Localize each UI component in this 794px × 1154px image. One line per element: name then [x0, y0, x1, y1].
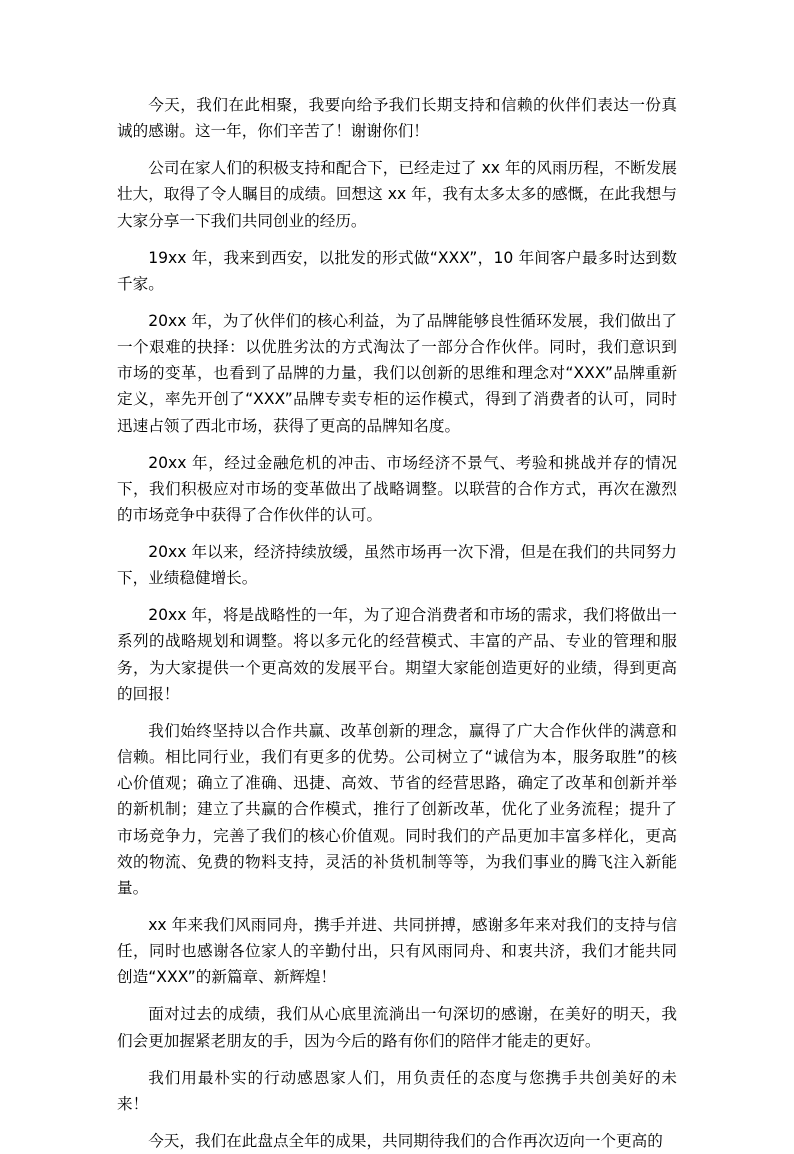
paragraph-future: 我们用最朴实的行动感恩家人们，用负责任的态度与您携手共创美好的未来！: [117, 1068, 677, 1113]
paragraph-20xx-growth: 20xx 年以来，经济持续放缓，虽然市场再一次下滑，但是在我们的共同努力下，业绩稳健增长。: [117, 543, 677, 588]
paragraph-19xx: 19xx 年，我来到西安，以批发的形式做“XXX”，10 年间客户最多时达到数千家。: [117, 248, 677, 293]
paragraph-20xx-brand: 20xx 年，为了伙伴们的核心利益，为了品牌能够良性循环发展，我们做出了一个艰难的抉择：以优胜劣汰的方式淘汰了一部分合作伙伴。同时，我们意识到市场的变革，也看到了品牌的力量，我们以创新的思维和理念对“XXX”品牌重新定义，率先开创了“XXX”品牌专卖专柜的运作模式，得到了消费者的认可，同时迅速占领了西北市场，获得了更高的品牌知名度。: [117, 311, 677, 435]
paragraph-core-values: 我们始终坚持以合作共赢、改革创新的理念，赢得了广大合作伙伴的满意和信赖。相比同行业，我们有更多的优势。公司树立了“诚信为本，服务取胜”的核心价值观；确立了准确、迅捷、高效、节省的经营思路，确定了改革和创新并举的新机制；建立了共赢的合作模式，推行了创新改革，优化了业务流程；提升了市场竞争力，完善了我们的核心价值观。同时我们的产品更加丰富多样化，更高效的物流、免费的物料支持，灵活的补货机制等等，为我们事业的腾飞注入新能量。: [117, 721, 677, 898]
paragraph-20xx-strategy: 20xx 年，将是战略性的一年，为了迎合消费者和市场的需求，我们将做出一系列的战略规划和调整。将以多元化的经营模式、丰富的产品、专业的管理和服务，为大家提供一个更高效的发展平台。期望大家能创造更好的业绩，得到更高的回报！: [117, 606, 677, 703]
paragraph-20xx-crisis: 20xx 年，经过金融危机的冲击、市场经济不景气、考验和挑战并存的情况下，我们积极应对市场的变革做出了战略调整。以联营的合作方式，再次在激烈的市场竞争中获得了合作伙伴的认可。: [117, 453, 677, 525]
paragraph-opening-thanks: 今天，我们在此相聚，我要向给予我们长期支持和信赖的伙伴们表达一份真诚的感谢。这一年，你们辛苦了！谢谢你们！: [117, 96, 677, 141]
paragraph-gratitude: 面对过去的成绩，我们从心底里流淌出一句深切的感谢，在美好的明天，我们会更加握紧老朋友的手，因为今后的路有你们的陪伴才能走的更好。: [117, 1005, 677, 1050]
document-page: [117, 92, 677, 1154]
paragraph-together: xx 年来我们风雨同舟，携手并进、共同拼搏，感谢多年来对我们的支持与信任，同时也感谢各位家人的辛勤付出，只有风雨同舟、和衷共济，我们才能共同创造“XXX”的新篇章、新辉煌！: [117, 916, 677, 987]
paragraph-company-history: 公司在家人们的积极支持和配合下，已经走过了 xx 年的风雨历程，不断发展壮大，取得了令人瞩目的成绩。回想这 xx 年，我有太多太多的感慨，在此我想与大家分享一下我们共同创业的经历。: [117, 159, 677, 230]
paragraph-closing: 今天，我们在此盘点全年的成果，共同期待我们的合作再次迈向一个更高的: [148, 1131, 663, 1150]
